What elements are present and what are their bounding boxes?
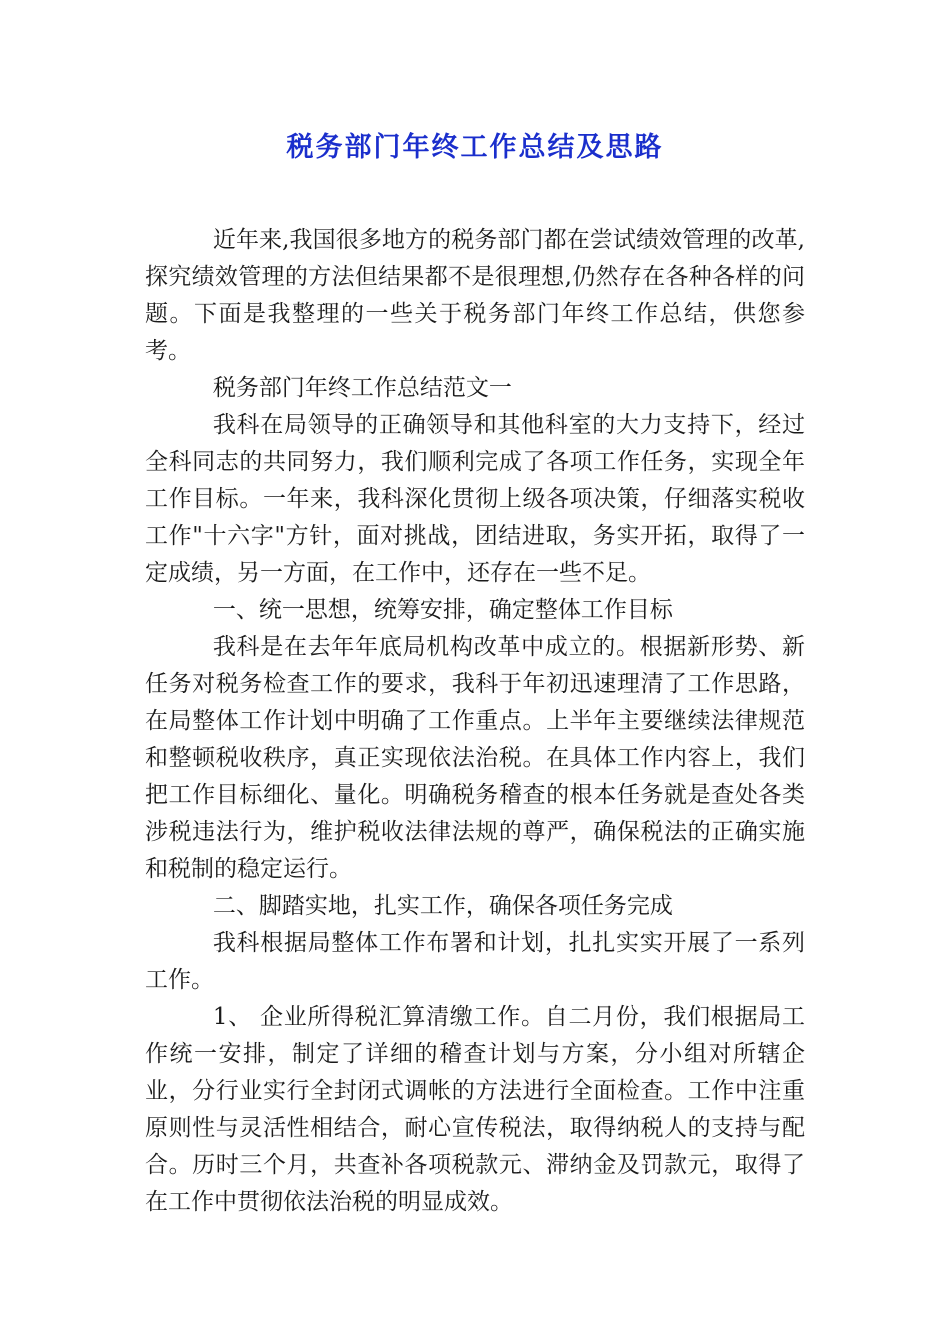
paragraph-section-one-body: 我科是在去年年底局机构改革中成立的。根据新形势、新任务对税务检查工作的要求，我科于年初迅速理清了工作思路，在局整体工作计划中明确了工作重点。上半年主要继续法律规范和整顿税收秩序，真正实现依法治税。在具体工作内容上，我们把工作目标细化、量化。明确税务稽查的根本任务就是查处各类涉税违法行为，维护税收法律法规的尊严，确保税法的正确实施和税制的稳定运行。 bbox=[145, 634, 805, 882]
paragraph-intro: 近年来,我国很多地方的税务部门都在尝试绩效管理的改革,探究绩效管理的方法但结果都不是很理想,仍然存在各种各样的问题。下面是我整理的一些关于税务部门年终工作总结，供您参考。 bbox=[145, 227, 805, 364]
paragraph-subheading-sample-one: 税务部门年终工作总结范文一 bbox=[212, 375, 512, 401]
paragraph-section-two-heading: 二、脚踏实地，扎实工作，确保各项任务完成 bbox=[212, 893, 673, 919]
paragraph-section-one-heading: 一、统一思想，统筹安排，确定整体工作目标 bbox=[212, 597, 673, 623]
document-title: 税务部门年终工作总结及思路 bbox=[286, 132, 664, 163]
paragraph-item-one: 1、 企业所得税汇算清缴工作。自二月份，我们根据局工作统一安排，制定了详细的稽查计划与方案，分小组对所辖企业，分行业实行全封闭式调帐的方法进行全面检查。工作中注重原则性与灵活性相结合，耐心宣传税法，取得纳税人的支持与配合。历时三个月，共查补各项税款元、滞纳金及罚款元，取得了在工作中贯彻依法治税的明显成效。 bbox=[145, 1004, 805, 1215]
paragraph-overview: 我科在局领导的正确领导和其他科室的大力支持下，经过全科同志的共同努力，我们顺利完成了各项工作任务，实现全年工作目标。一年来，我科深化贯彻上级各项决策，仔细落实税收工作"十六字"方针，面对挑战，团结进取，务实开拓，取得了一定成绩，另一方面，在工作中，还存在一些不足。 bbox=[145, 412, 805, 586]
document-body bbox=[145, 222, 805, 1221]
paragraph-section-two-body: 我科根据局整体工作布署和计划，扎扎实实开展了一系列工作。 bbox=[145, 930, 805, 993]
